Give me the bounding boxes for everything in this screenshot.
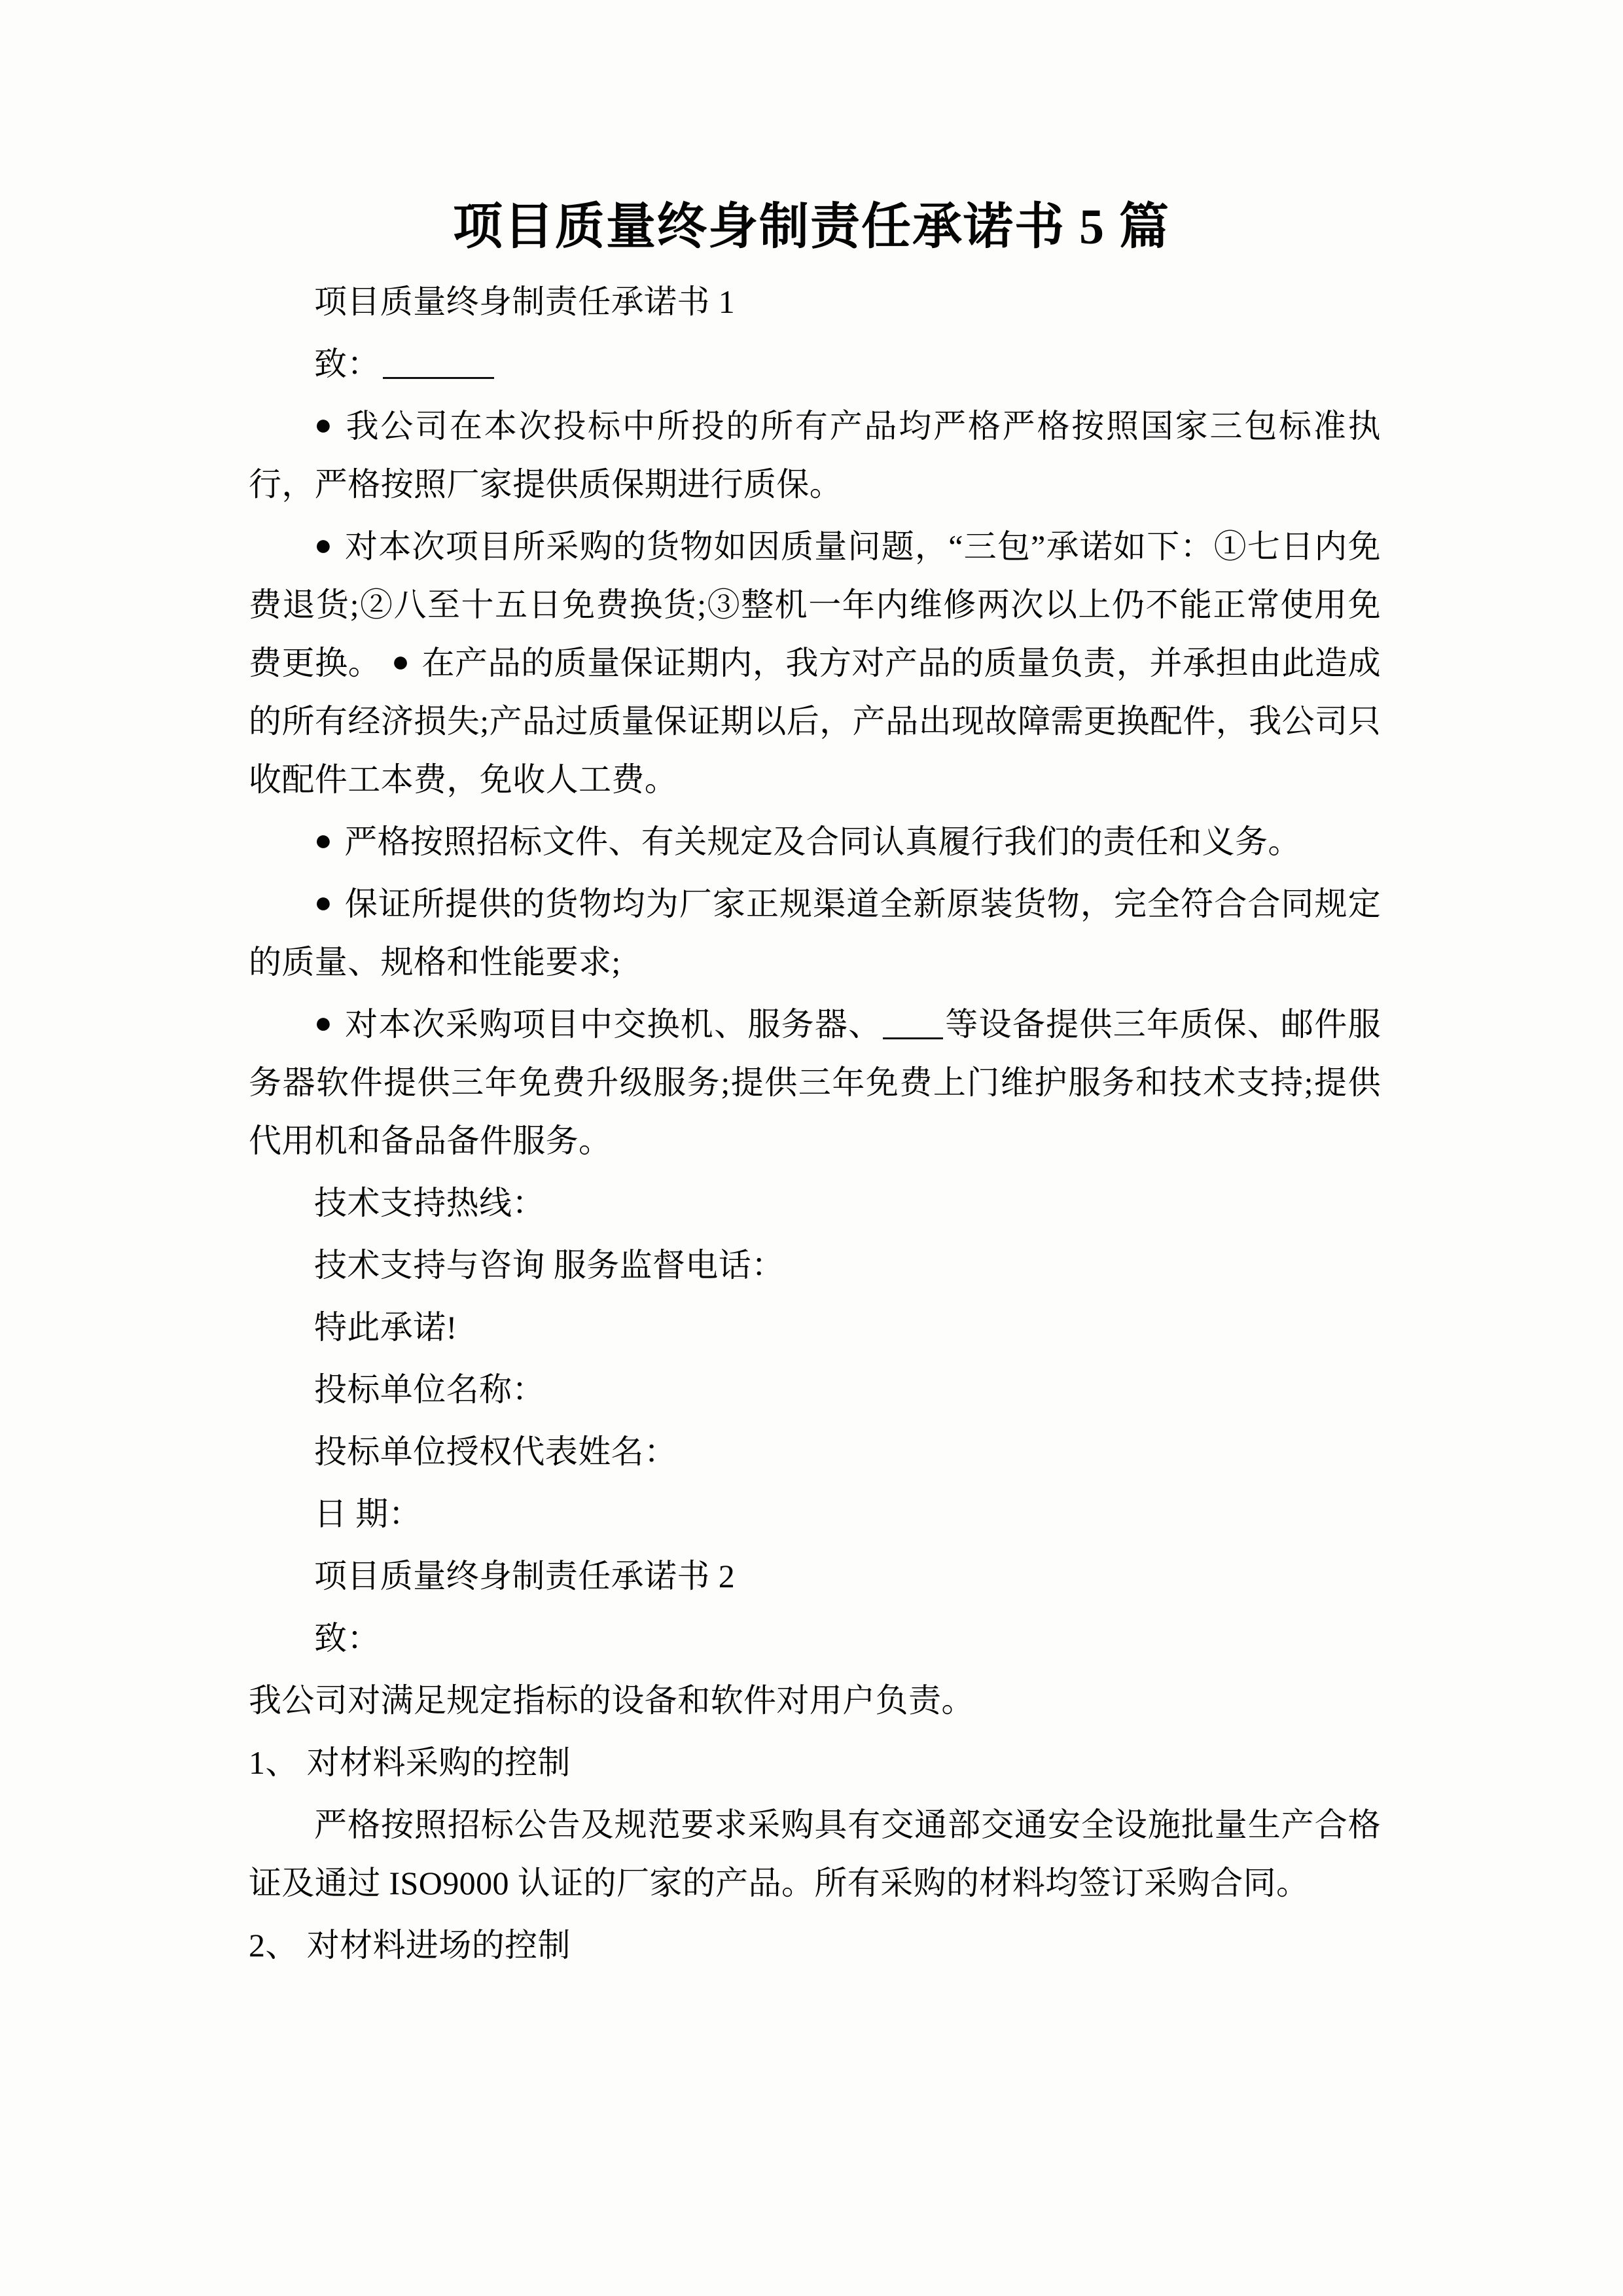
bullet-5-text-after: 等设备提供三年质保、邮件服务器软件提供三年免费升级服务;提供三年免费上门维护服务和技术支持;提供代用机和备品备件服务。 xyxy=(249,1006,1381,1159)
bullet-3 xyxy=(249,813,1381,871)
material-purchase-control xyxy=(249,1796,1381,1912)
bullet-3-text: 严格按照招标文件、有关规定及合同认真履行我们的责任和义务。 xyxy=(344,823,1301,860)
bidder-representative-name xyxy=(249,1423,1381,1481)
bullet-icon: ● xyxy=(314,823,333,857)
bullet-icon: ● xyxy=(314,528,334,562)
bullet-icon: ● xyxy=(314,408,334,441)
addressee-1 xyxy=(249,335,1381,393)
bullet-4-text: 保证所提供的货物均为厂家正规渠道全新原装货物，完全符合合同规定的质量、规格和性能要求; xyxy=(249,886,1381,980)
numbered-item-2 xyxy=(249,1916,1381,1975)
tech-support-consult-label: 技术支持与咨询 服务监督电话： xyxy=(314,1247,785,1283)
responsibility-statement xyxy=(249,1672,1381,1730)
bullet-icon: ● xyxy=(314,1006,334,1039)
date-field-1-label: 日 期： xyxy=(314,1496,422,1532)
bullet-5-text-before: 对本次采购项目中交换机、服务器、 xyxy=(345,1006,882,1043)
section-1-heading xyxy=(249,273,1381,331)
equipment-blank[interactable] xyxy=(883,1037,943,1039)
bullet-5 xyxy=(249,996,1381,1170)
responsibility-statement-text: 我公司对满足规定指标的设备和软件对用户负责。 xyxy=(249,1682,974,1719)
numbered-item-2-text: 2、 对材料进场的控制 xyxy=(249,1927,571,1964)
addressee-1-label: 致： xyxy=(314,346,380,382)
date-field-1 xyxy=(249,1485,1381,1543)
tech-support-hotline-label: 技术支持热线： xyxy=(314,1185,545,1221)
section-2-heading xyxy=(249,1547,1381,1605)
bullet-4 xyxy=(249,875,1381,992)
material-purchase-control-text: 严格按照招标公告及规范要求采购具有交通部交通安全设施批量生产合格证及通过 ISO9000 认证的厂家的产品。所有采购的材料均签订采购合同。 xyxy=(249,1806,1381,1901)
declaration-text: 特此承诺! xyxy=(314,1309,457,1346)
bullet-icon: ● xyxy=(314,886,333,919)
addressee-2-label: 致： xyxy=(314,1620,380,1657)
numbered-item-1 xyxy=(249,1734,1381,1792)
bidder-representative-name-label: 投标单位授权代表姓名： xyxy=(314,1433,677,1470)
addressee-2 xyxy=(249,1609,1381,1668)
bidder-unit-name xyxy=(249,1361,1381,1419)
tech-support-consult xyxy=(249,1236,1381,1295)
bullet-2-text-continued: 在产品的质量保证期内，我方对产品的质量负责，并承担由此造成的所有经济损失;产品过质量保证期以后，产品出现故障需更换配件，我公司只收配件工本费，免收人工费。 xyxy=(249,645,1381,798)
bullet-2 xyxy=(249,518,1381,809)
bullet-1-text: 我公司在本次投标中所投的所有产品均严格严格按照国家三包标准执行，严格按照厂家提供质保期进行质保。 xyxy=(249,408,1381,503)
bidder-unit-name-label: 投标单位名称： xyxy=(314,1371,545,1408)
section-1-heading-text: 项目质量终身制责任承诺书 1 xyxy=(314,283,736,320)
bullet-2-text: 对本次项目所采购的货物如因质量问题，“三包”承诺如下：①七日内免费退货;②八至十五日免费换货;③整机一年内维修两次以上仍不能正常使用免费更换。 xyxy=(249,528,1382,681)
page-title: 项目质量终身制责任承诺书 5 篇 xyxy=(453,200,1170,255)
addressee-1-blank[interactable] xyxy=(383,377,494,379)
numbered-item-1-text: 1、 对材料采购的控制 xyxy=(249,1744,571,1781)
tech-support-hotline xyxy=(249,1174,1381,1232)
bullet-icon: ● xyxy=(391,645,410,678)
section-2-heading-text: 项目质量终身制责任承诺书 2 xyxy=(314,1558,736,1594)
bullet-1 xyxy=(249,397,1381,514)
declaration xyxy=(249,1299,1381,1357)
